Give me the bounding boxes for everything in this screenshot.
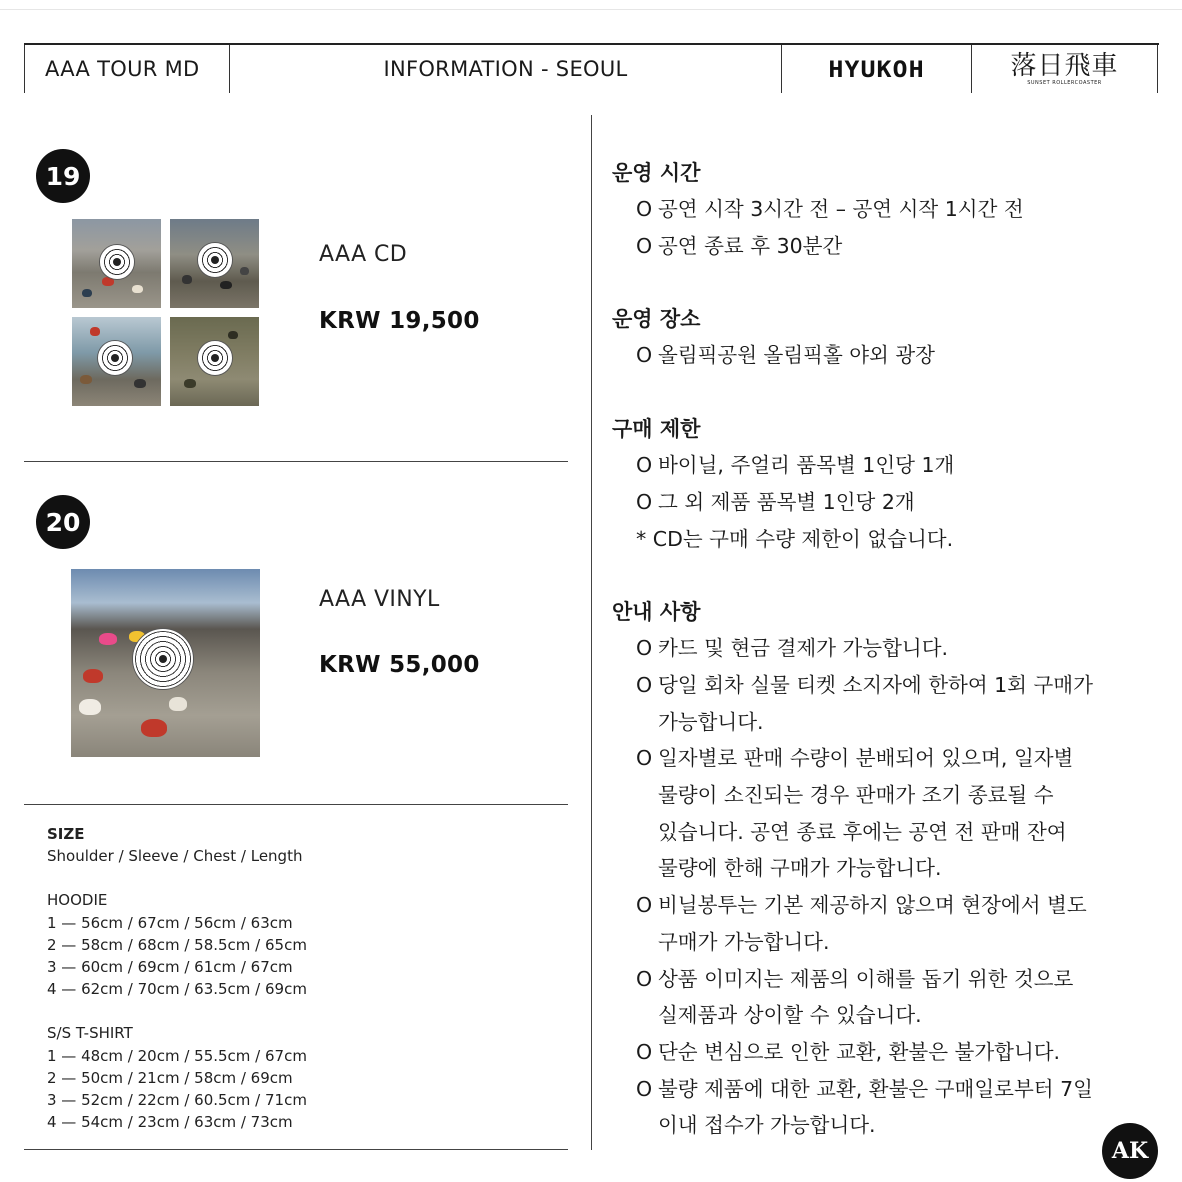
cd-cover-image-4 bbox=[170, 317, 259, 406]
limit-note: * CD는 구매 수량 제한이 없습니다. bbox=[636, 526, 954, 551]
cd-cover-image-1 bbox=[72, 219, 161, 308]
info-title: INFORMATION - SEOUL bbox=[229, 45, 781, 93]
cd-cover-image-3 bbox=[72, 317, 161, 406]
section-divider bbox=[24, 461, 568, 462]
product-price: KRW 19,500 bbox=[319, 308, 480, 334]
info-item: O 카드 및 현금 결제가 가능합니다. bbox=[636, 636, 949, 661]
tour-title: AAA TOUR MD bbox=[24, 45, 229, 93]
notice-title: 안내 사항 bbox=[612, 600, 701, 625]
info-item: O 공연 시작 3시간 전 – 공연 시작 1시간 전 bbox=[636, 197, 1024, 221]
location-title: 운영 장소 bbox=[612, 307, 701, 332]
size-row: 2 — 58cm / 68cm / 58.5cm / 65cm bbox=[47, 935, 307, 954]
info-item: O 비닐봉투는 기본 제공하지 않으며 현장에서 별도 구매가 가능합니다. bbox=[636, 893, 1087, 954]
product-number-badge: 20 bbox=[36, 495, 90, 549]
product-number-badge: 19 bbox=[36, 149, 90, 203]
limit-title: 구매 제한 bbox=[612, 417, 701, 442]
product-name: AAA CD bbox=[319, 242, 408, 267]
info-item: O 상품 이미지는 제품의 이해를 돕기 위한 것으로 실제품과 상이할 수 있습니다. bbox=[636, 966, 1074, 1028]
product-price: KRW 55,000 bbox=[319, 652, 480, 678]
sunset-logo-subtext: SUNSET ROLLERCOASTER bbox=[1027, 79, 1102, 86]
hyukoh-logo bbox=[781, 45, 971, 93]
section-divider bbox=[24, 804, 568, 805]
info-item: O 일자별로 판매 수량이 분배되어 있으며, 일자별 물량이 소진되는 경우 판매가 조기 종료될 수 있습니다. 공연 종료 후에는 공연 전 판매 잔여 물량에 한해 구매가 가능합니다. bbox=[636, 746, 1074, 881]
size-row: 3 — 52cm / 22cm / 60.5cm / 71cm bbox=[47, 1091, 307, 1110]
sunset-logo-text: 落日飛車 bbox=[1010, 50, 1119, 81]
info-item: O 공연 종료 후 30분간 bbox=[636, 233, 843, 258]
size-title: SIZE bbox=[47, 825, 85, 843]
size-row: 3 — 60cm / 69cm / 61cm / 67cm bbox=[47, 958, 293, 977]
top-divider bbox=[0, 9, 1182, 10]
cd-product-image bbox=[72, 219, 260, 407]
info-item: O 단순 변심으로 인한 교환, 환불은 불가합니다. bbox=[636, 1039, 1061, 1064]
section-divider bbox=[24, 1149, 568, 1150]
info-item: O 바이닐, 주얼리 품목별 1인당 1개 bbox=[636, 453, 955, 478]
info-item: O 올림픽공원 올림픽홀 야외 광장 bbox=[636, 343, 935, 368]
info-item: O 불량 제품에 대한 교환, 환불은 구매일로부터 7일 이내 접수가 가능합니다. bbox=[636, 1076, 1093, 1138]
info-item: O 그 외 제품 품목별 1인당 2개 bbox=[636, 489, 915, 514]
header-bar bbox=[24, 43, 1159, 93]
cd-cover-image-2 bbox=[170, 219, 259, 308]
size-row: 2 — 50cm / 21cm / 58cm / 69cm bbox=[47, 1068, 293, 1087]
product-name: AAA VINYL bbox=[319, 587, 440, 612]
corner-logo-badge: AK bbox=[1102, 1123, 1158, 1179]
hyukoh-logo-text: HYUKOH bbox=[828, 55, 925, 83]
hoodie-title: HOODIE bbox=[47, 891, 108, 910]
size-row: 4 — 54cm / 23cm / 63cm / 73cm bbox=[47, 1113, 293, 1132]
size-chart bbox=[47, 823, 307, 1133]
hours-title: 운영 시간 bbox=[612, 161, 701, 185]
info-item: O 당일 회차 실물 티켓 소지자에 한하여 1회 구매가 가능합니다. bbox=[636, 672, 1093, 734]
info-panel bbox=[612, 155, 1172, 1144]
tshirt-title: S/S T-SHIRT bbox=[47, 1024, 133, 1043]
vinyl-product-image bbox=[71, 569, 260, 757]
column-divider bbox=[591, 115, 592, 1150]
size-row: 4 — 62cm / 70cm / 63.5cm / 69cm bbox=[47, 980, 307, 999]
size-row: 1 — 56cm / 67cm / 56cm / 63cm bbox=[47, 913, 293, 932]
size-columns: Shoulder / Sleeve / Chest / Length bbox=[47, 847, 303, 866]
size-row: 1 — 48cm / 20cm / 55.5cm / 67cm bbox=[47, 1046, 307, 1065]
sunset-rollercoaster-logo bbox=[971, 45, 1158, 93]
